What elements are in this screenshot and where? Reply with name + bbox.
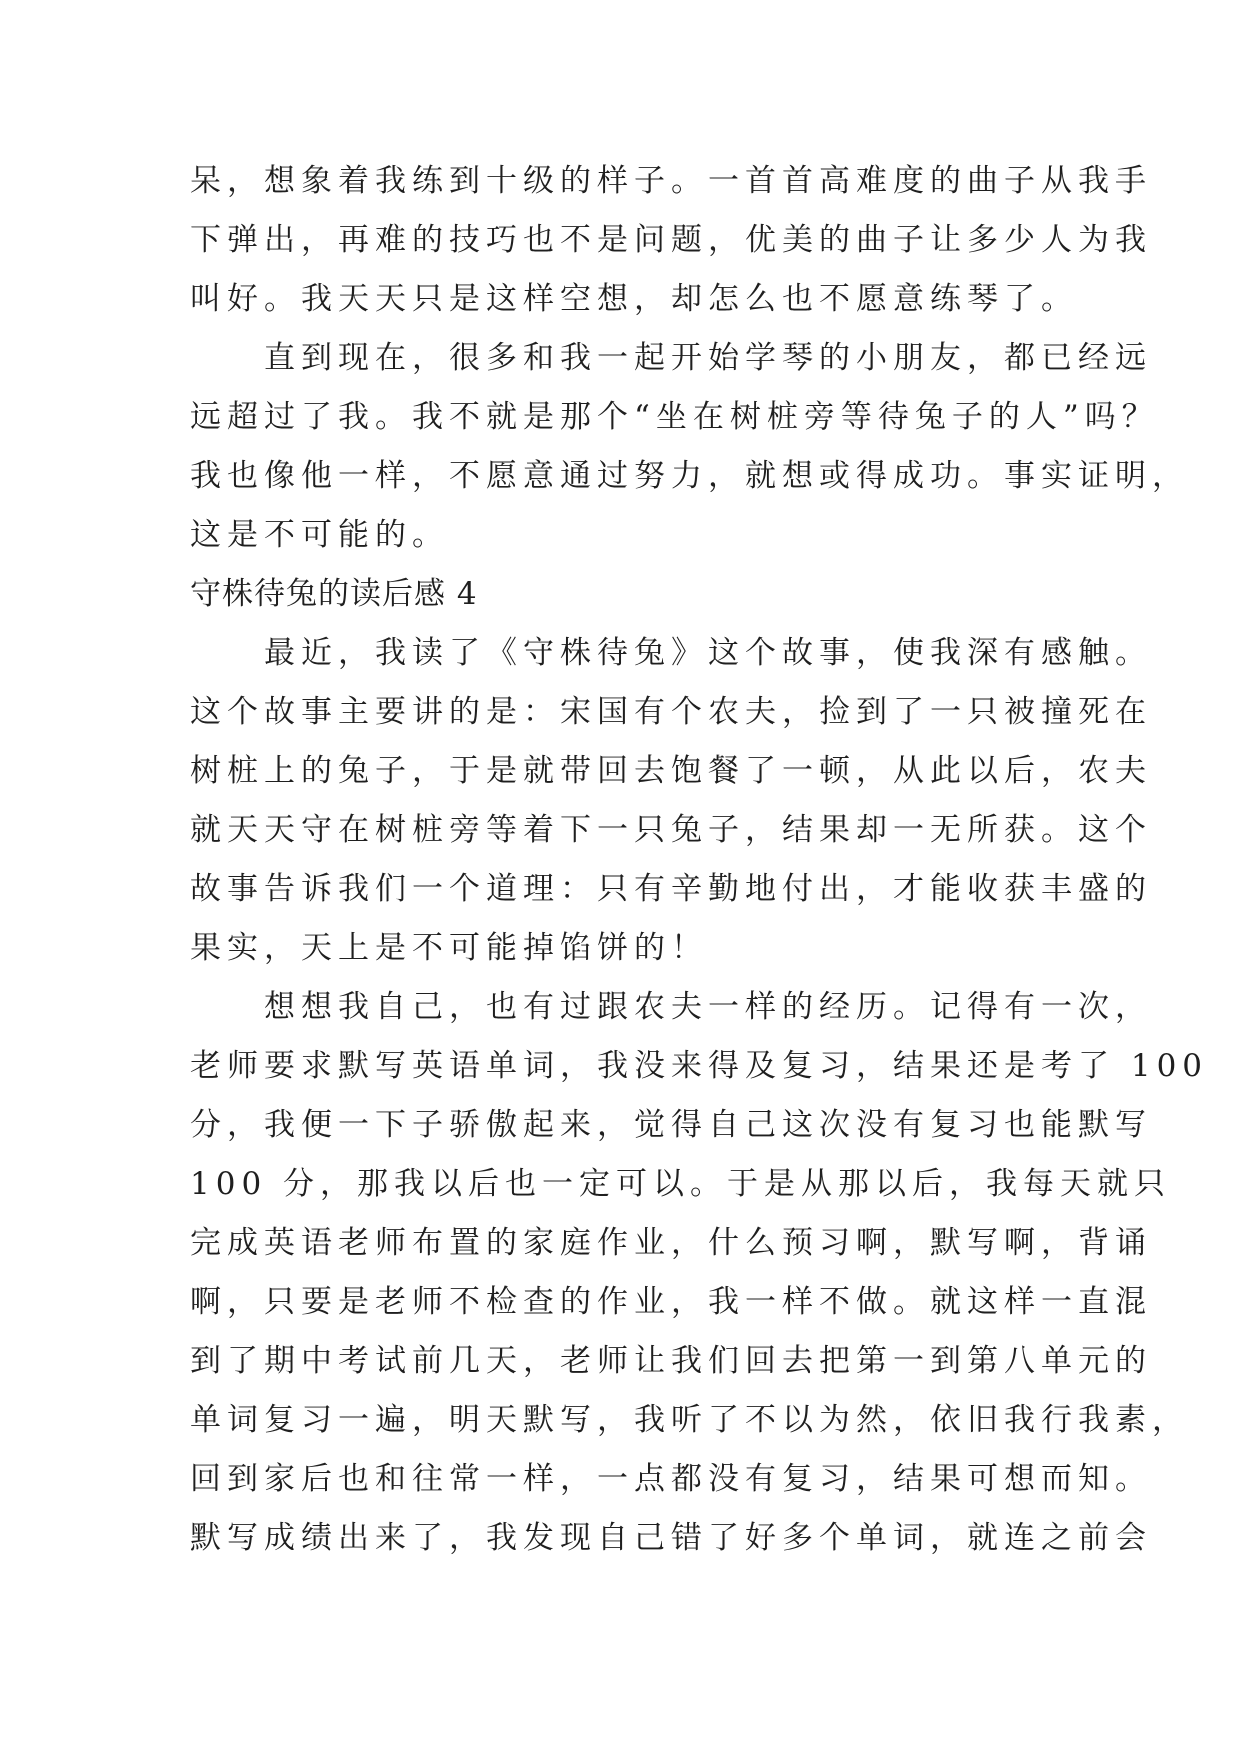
text-line: 直到现在，很多和我一起开始学琴的小朋友，都已经远 bbox=[190, 340, 1152, 376]
text-line: 老师要求默写英语单词，我没来得及复习，结果还是考了 100 bbox=[190, 1048, 1209, 1084]
section-title: 守株待兔的读后感 4 bbox=[190, 576, 478, 612]
text-line: 分，我便一下子骄傲起来，觉得自己这次没有复习也能默写 bbox=[190, 1107, 1152, 1143]
text-line: 我也像他一样，不愿意通过努力，就想或得成功。事实证明， bbox=[190, 458, 1189, 494]
text-line: 想想我自己，也有过跟农夫一样的经历。记得有一次， bbox=[190, 989, 1152, 1025]
text-line: 最近，我读了《守株待兔》这个故事，使我深有感触。 bbox=[190, 635, 1152, 671]
paragraph-1 bbox=[190, 152, 1152, 329]
text-line: 果实，天上是不可能掉馅饼的！ bbox=[190, 930, 708, 966]
text-line: 完成英语老师布置的家庭作业，什么预习啊，默写啊，背诵 bbox=[190, 1225, 1152, 1261]
text-line: 到了期中考试前几天，老师让我们回去把第一到第八单元的 bbox=[190, 1343, 1152, 1379]
text-line: 单词复习一遍，明天默写，我听了不以为然，依旧我行我素， bbox=[190, 1402, 1189, 1438]
text-line: 树桩上的兔子，于是就带回去饱餐了一顿，从此以后，农夫 bbox=[190, 753, 1152, 789]
text-line: 100 分，那我以后也一定可以。于是从那以后，我每天就只 bbox=[190, 1166, 1172, 1202]
paragraph-4 bbox=[190, 978, 1209, 1568]
text-line: 呆，想象着我练到十级的样子。一首首高难度的曲子从我手 bbox=[190, 163, 1152, 199]
paragraph-2 bbox=[190, 329, 1189, 565]
document-body bbox=[190, 152, 1209, 1568]
text-line: 故事告诉我们一个道理：只有辛勤地付出，才能收获丰盛的 bbox=[190, 871, 1152, 907]
text-line: 这个故事主要讲的是：宋国有个农夫，捡到了一只被撞死在 bbox=[190, 694, 1152, 730]
text-line: 啊，只要是老师不检查的作业，我一样不做。就这样一直混 bbox=[190, 1284, 1152, 1320]
text-line: 叫好。我天天只是这样空想，却怎么也不愿意练琴了。 bbox=[190, 281, 1078, 317]
text-line: 就天天守在树桩旁等着下一只兔子，结果却一无所获。这个 bbox=[190, 812, 1152, 848]
text-line: 远超过了我。我不就是那个“坐在树桩旁等待兔子的人”吗？ bbox=[190, 399, 1159, 435]
paragraph-3 bbox=[190, 624, 1152, 978]
text-line: 默写成绩出来了，我发现自己错了好多个单词，就连之前会 bbox=[190, 1520, 1152, 1556]
text-line: 这是不可能的。 bbox=[190, 517, 449, 553]
text-line: 回到家后也和往常一样，一点都没有复习，结果可想而知。 bbox=[190, 1461, 1152, 1497]
text-line: 下弹出，再难的技巧也不是问题，优美的曲子让多少人为我 bbox=[190, 222, 1152, 258]
